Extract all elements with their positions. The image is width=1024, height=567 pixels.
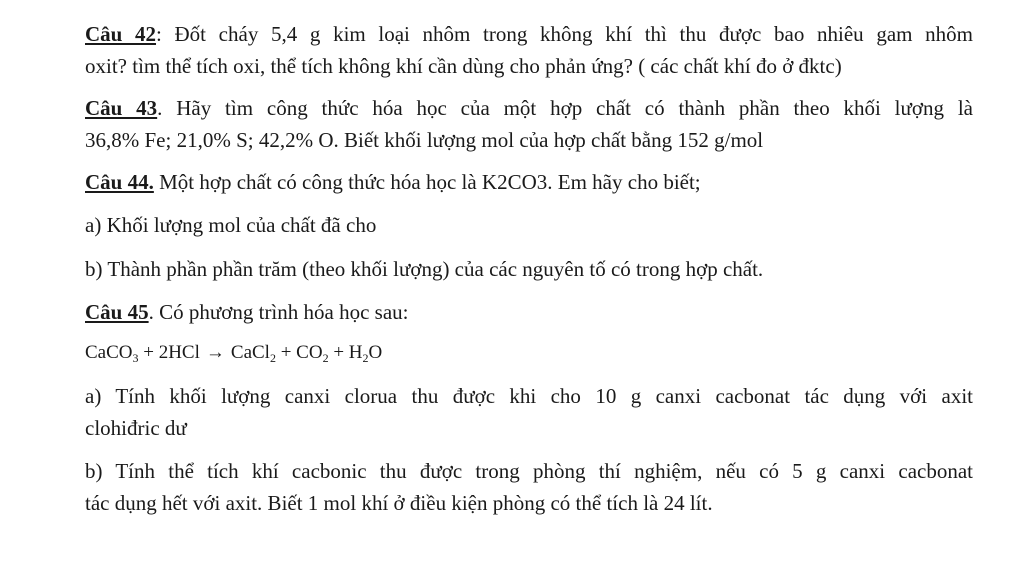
question-43: [85, 92, 973, 156]
question-44-part-b: [85, 253, 973, 285]
question-43-line-1: [85, 92, 973, 124]
question-44-part-a-text: a) Khối lượng mol của chất đã cho: [85, 213, 377, 237]
question-45-label: Câu 45: [85, 300, 149, 324]
eq-hcl: + 2HCl: [138, 342, 200, 363]
reaction-arrow-icon: →: [205, 342, 225, 363]
eq-sub-2c: 2: [362, 351, 369, 365]
eq-o: O: [368, 342, 383, 363]
question-44-text: Một hợp chất có công thức hóa học là K2CO3. Em hãy cho biết;: [153, 170, 701, 194]
question-45-part-b: [85, 455, 973, 519]
question-44-line-1: [85, 166, 973, 198]
question-45-part-a-line-1: a) Tính khối lượng canxi clorua thu được khi cho 10 g canxi cacbonat tác dụng với axit: [85, 384, 973, 408]
question-43-text: . Hãy tìm công thức hóa học của một hợp chất có thành phần theo khối lượng là: [157, 96, 973, 120]
eq-sub-3: 3: [132, 351, 139, 365]
eq-cacl: CaCl: [230, 342, 270, 363]
eq-h: + H: [328, 342, 363, 363]
cropped-previous-line: [150, 0, 890, 4]
question-42: [85, 18, 973, 82]
question-45-part-b-line-1: b) Tính thể tích khí cacbonic thu được trong phòng thí nghiệm, nếu có 5 g canxi cacbonat: [85, 459, 973, 483]
chemical-equation: [85, 338, 382, 373]
question-45-part-a-line-2: clohiđric dư: [85, 416, 187, 440]
question-42-label: Câu 42: [85, 22, 157, 46]
eq-caco: CaCO: [85, 342, 133, 363]
question-42-text: : Đốt cháy 5,4 g kim loại nhôm trong không khí thì thu được bao nhiêu gam nhôm: [156, 22, 973, 46]
question-42-line-1: [85, 18, 973, 50]
question-42-line-2: oxit? tìm thể tích oxi, thể tích không khí cần dùng cho phản ứng? ( các chất khí đo ở đktc): [85, 54, 842, 78]
question-44-part-a: [85, 209, 973, 241]
question-43-line-2: 36,8% Fe; 21,0% S; 42,2% O. Biết khối lượng mol của hợp chất bằng 152 g/mol: [85, 128, 764, 152]
question-44-part-b-text: b) Thành phần phần trăm (theo khối lượng) của các nguyên tố có trong hợp chất.: [85, 257, 764, 281]
question-43-label: Câu 43: [85, 96, 158, 120]
question-45-part-a: [85, 380, 973, 444]
eq-co: + CO: [275, 342, 323, 363]
question-45: [85, 296, 973, 328]
eq-sub-2b: 2: [322, 351, 329, 365]
question-44: [85, 166, 973, 198]
question-44-label: Câu 44.: [85, 170, 154, 194]
eq-sub-2a: 2: [269, 351, 276, 365]
question-45-part-b-line-2: tác dụng hết với axit. Biết 1 mol khí ở điều kiện phòng có thể tích là 24 lít.: [85, 491, 713, 515]
question-45-line-1: [85, 296, 973, 328]
question-45-text: . Có phương trình hóa học sau:: [148, 300, 409, 324]
